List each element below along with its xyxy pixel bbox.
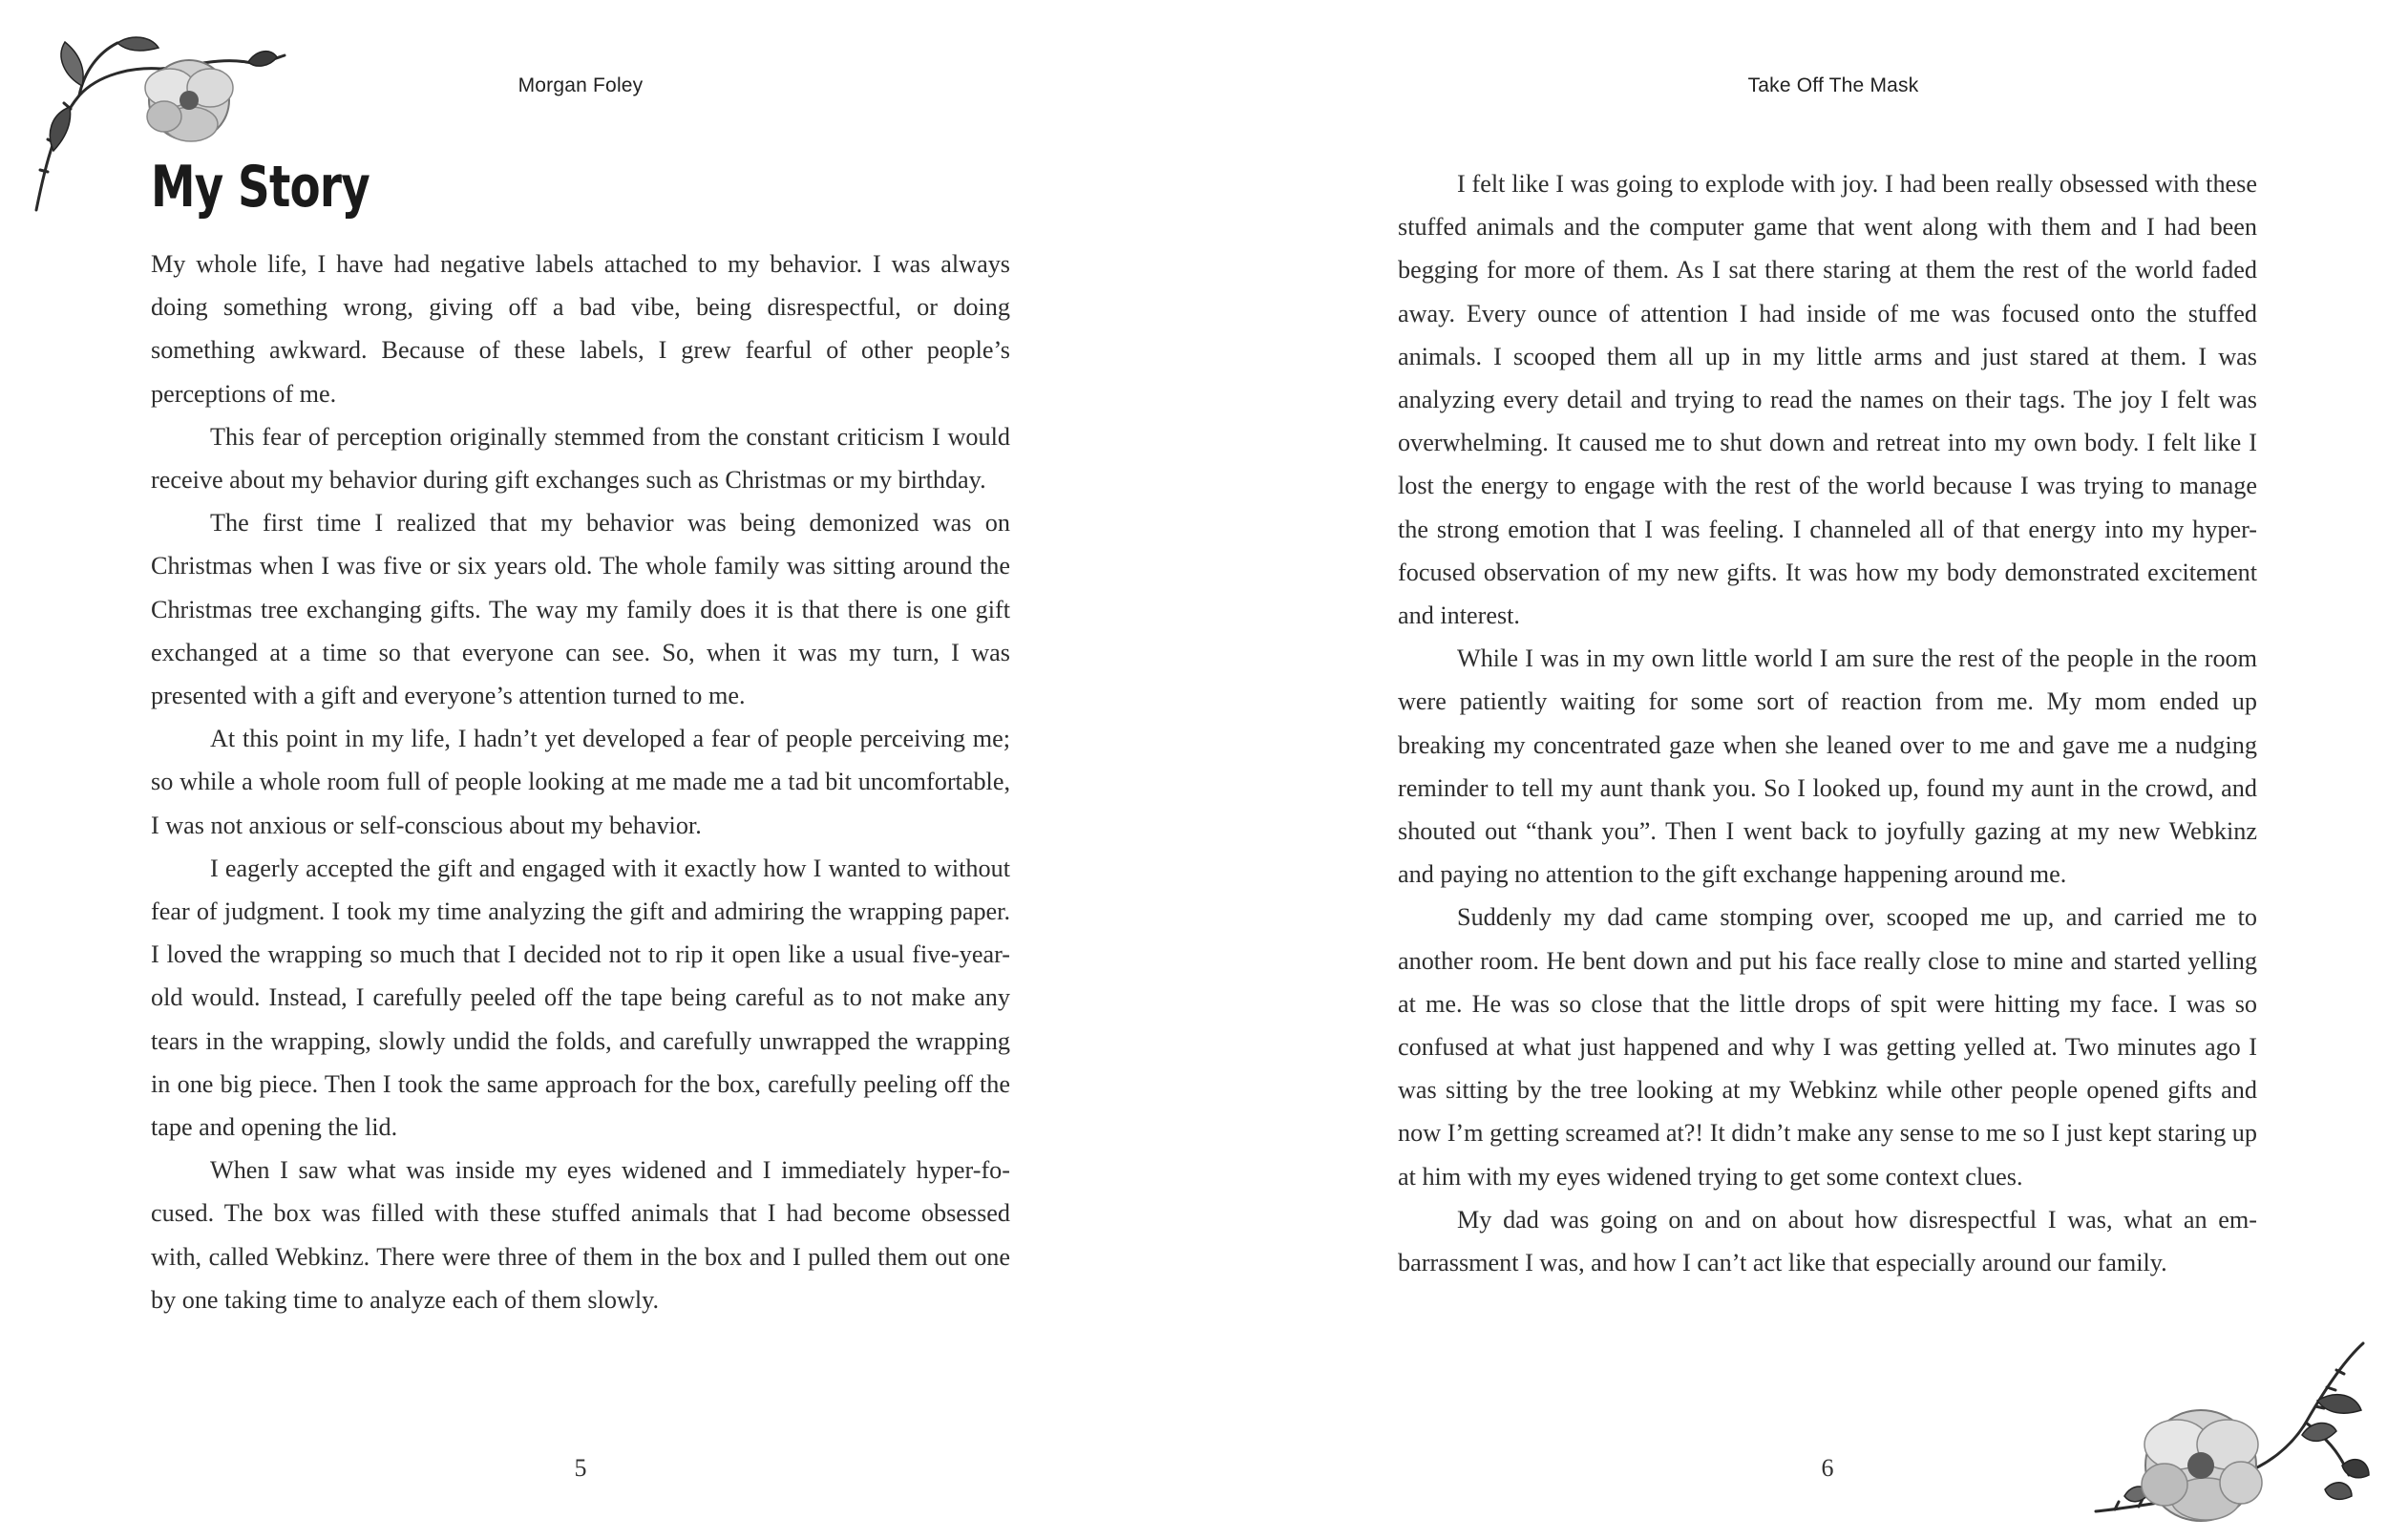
paragraph: The first time I realized that my behavior was being demonized was on Christmas when I was five or six years old. The whole family was sitting around the Christmas tree exchanging gifts. The way my family does it is that there is one gift exchanged at a time so that everyone can see. So, when it was my turn, I was presented with a gift and everyone’s attention turned to me. <box>151 509 1010 710</box>
chapter-title: My Story <box>151 154 370 221</box>
paragraph: My dad was going on and on about how disrespectful I was, what an embarrassment I was, and how I can’t act like that especially around our family. <box>1398 1205 2257 1277</box>
right-page <box>1194 0 2387 1540</box>
paragraph: I eagerly accepted the gift and engaged with it exactly how I wanted to without fear of judgment. I took my time analyzing the gift and admiring the wrapping paper. I loved the wrapping so much that I decided not to rip it open like a usual five-year-old would. Instead, I carefully peeled off the tape being careful as to not make any tears in the wrapping, slowly undid the folds, and carefully unwrapped the wrapping in one big piece. Then I took the same approach for the box, carefully peeling off the tape and opening the lid. <box>151 854 1010 1142</box>
rose-flower-icon <box>2086 1332 2373 1532</box>
paragraph: Suddenly my dad came stomping over, scooped me up, and carried me to another room. He bent down and put his face really close to mine and started yelling at me. He was so close that the little drops of spit were hitting my face. I was so confused at what just happened and why I was getting yelled at. Two minutes ago I was sitting by the tree looking at my Webkinz while other people opened gifts and now I’m getting screamed at?! It didn’t make any sense to me so I just kept staring up at him with my eyes widened trying to get some context clues. <box>1398 903 2257 1191</box>
right-body-text <box>1398 162 2257 1284</box>
paragraph: When I saw what was inside my eyes widened and I immediately hyper-focused. The box was filled with these stuffed animals that I had become obsessed with, called Webkinz. There were three of them in the box and I pulled them out one by one taking time to analyze each of them slowly. <box>151 1156 1010 1314</box>
paragraph: This fear of perception originally stemmed from the constant criticism I would receive about my behavior during gift exchanges such as Christmas or my birthday. <box>151 422 1010 495</box>
running-head-author: Morgan Foley <box>518 74 644 96</box>
paragraph: At this point in my life, I hadn’t yet developed a fear of people perceiving me; so while a whole room full of people looking at me made me a tad bit uncomfortable, I was not anxious or self-conscious about my behavior. <box>151 725 1010 839</box>
paragraph: I felt like I was going to explode with joy. I had been really obsessed with these stuffed animals and the computer game that went along with them and I had been begging for more of them. As I sat there staring at them the rest of the world faded away. Every ounce of attention I had inside of me was focused onto the stuffed animals. I scooped them all up in my little arms and just stared at them. I was analyzing every detail and trying to read the names on their tags. The joy I felt was overwhelming. It caused me to shut down and retreat into my own body. I felt like I lost the energy to engage with the rest of the world because I was trying to manage the strong emotion that I was feeling. I channeled all of that energy into my hyper-focused observation of my new gifts. It was how my body demonstrated excitement and interest. <box>1398 170 2257 630</box>
left-body-text <box>151 243 1010 1321</box>
page-number-left: 5 <box>574 1454 587 1482</box>
running-head-book-title: Take Off The Mask <box>1747 74 1919 96</box>
page-number-right: 6 <box>1821 1454 1834 1482</box>
paragraph: My whole life, I have had negative labels attached to my behavior. I was always doing something wrong, giving off a bad vibe, being disrespectful, or doing something awkward. Because of these labels, I grew fearful of other people’s perceptions of me. <box>151 250 1010 408</box>
paragraph: While I was in my own little world I am sure the rest of the people in the room were patiently waiting for some sort of reaction from me. My mom ended up breaking my concentrated gaze when she leaned over to me and gave me a nudging reminder to tell my aunt thank you. So I looked up, found my aunt in the crowd, and shouted out “thank you”. Then I went back to joyfully gazing at my new Webkinz and paying no attention to the gift exchange happening around me. <box>1398 644 2257 889</box>
